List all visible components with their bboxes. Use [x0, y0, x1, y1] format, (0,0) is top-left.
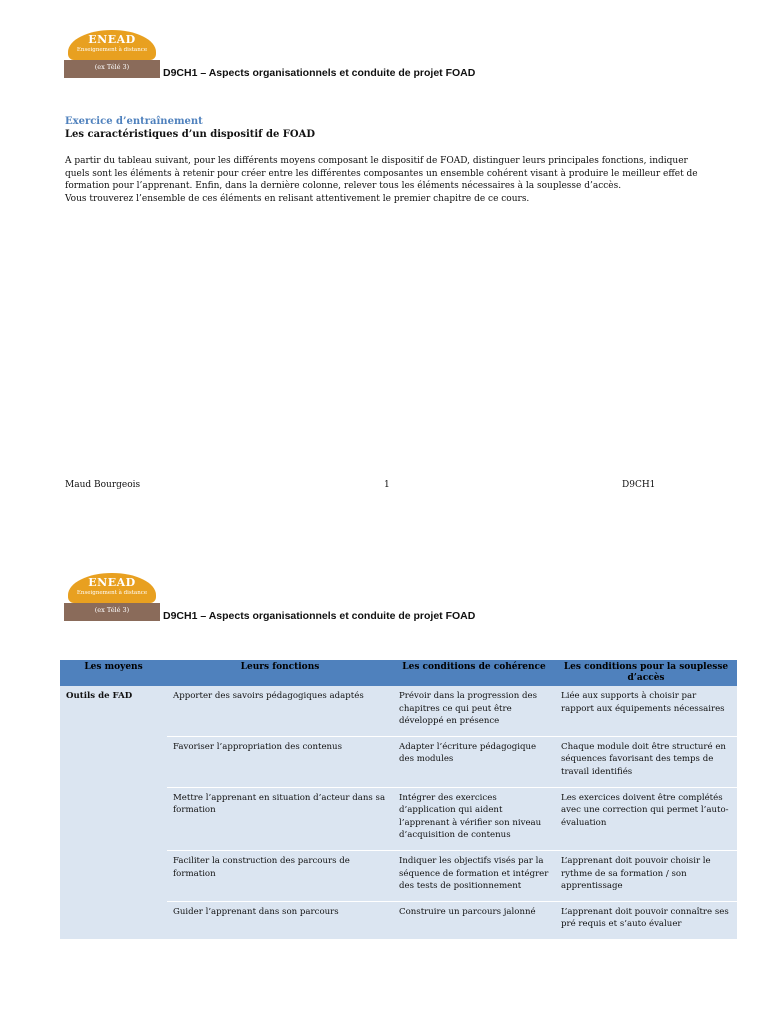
table-header-row: [60, 660, 737, 686]
instructions-note: Vous trouverez l’ensemble de ces éléments en relisant attentivement le premier chapitre de ce cours.: [65, 193, 530, 204]
cell-souplesse: Les exercices doivent être complétés avec une correction qui permet l’auto-évaluation: [555, 787, 737, 850]
footer-code: D9CH1: [622, 480, 656, 490]
header-fonctions: Leurs fonctions: [167, 660, 393, 686]
page2-header-title: D9CH1 – Aspects organisationnels et conduite de projet FOAD: [163, 610, 476, 622]
cell-souplesse: L’apprenant doit pouvoir choisir le rythme de sa formation / son apprentissage: [555, 850, 737, 901]
cell-coherence: Indiquer les objectifs visés par la séquence de formation et intégrer des tests de positionnement: [393, 850, 555, 901]
page-header-title: D9CH1 – Aspects organisationnels et conduite de projet FOAD: [163, 67, 476, 79]
logo-brand: ENEAD: [88, 33, 136, 46]
table-row: [60, 686, 737, 736]
footer-page-number: 1: [384, 480, 390, 490]
instructions-paragraph: A partir du tableau suivant, pour les différents moyens composant le dispositif de FOAD, distinguer leurs principales fonctions, indiquer quels sont les éléments à retenir pour créer entre les différentes composantes un ensemble cohérent visant à produire le meilleur effet de formation pour l’apprenant. Enfin, dans la dernière colonne, relever tous les éléments nécessaires à la souplesse d’accès.: [65, 156, 698, 192]
cell-moyen-outils: Outils de FAD: [60, 686, 167, 939]
logo-tagline: Enseignement à distance: [76, 590, 148, 596]
logo-sub: (ex Télé 3): [94, 606, 130, 614]
cell-fonction: Guider l’apprenant dans son parcours: [167, 901, 393, 939]
cell-fonction: Faciliter la construction des parcours de formation: [167, 850, 393, 901]
logo-brand: ENEAD: [88, 576, 136, 589]
header-coherence: Les conditions de cohérence: [393, 660, 555, 686]
cell-souplesse: Chaque module doit être structuré en séquences favorisant des temps de travail identifiés: [555, 736, 737, 787]
cell-coherence: Construire un parcours jalonné: [393, 901, 555, 939]
cell-fonction: Apporter des savoirs pédagogiques adaptés: [167, 686, 393, 736]
exercise-title: Exercice d’entraînement: [65, 116, 203, 127]
cell-coherence: Prévoir dans la progression des chapitres ce qui peut être développé en présence: [393, 686, 555, 736]
header-souplesse: Les conditions pour la souplesse d’accès: [555, 660, 737, 686]
cell-coherence: Intégrer des exercices d’application qui aident l’apprenant à vérifier son niveau d’acquisition de contenus: [393, 787, 555, 850]
logo-tagline: Enseignement à distance: [76, 47, 148, 53]
footer-author: Maud Bourgeois: [65, 480, 141, 490]
enead-logo: [64, 30, 160, 82]
foad-characteristics-table: [60, 660, 737, 939]
cell-souplesse: Liée aux supports à choisir par rapport aux équipements nécessaires: [555, 686, 737, 736]
exercise-subtitle: Les caractéristiques d’un dispositif de FOAD: [65, 129, 316, 140]
header-moyens: Les moyens: [60, 660, 167, 686]
cell-fonction: Mettre l’apprenant en situation d’acteur dans sa formation: [167, 787, 393, 850]
exercise-instructions: [65, 155, 715, 205]
logo-sub: (ex Télé 3): [94, 63, 130, 71]
cell-souplesse: L’apprenant doit pouvoir connaître ses pré requis et s’auto évaluer: [555, 901, 737, 939]
cell-coherence: Adapter l’écriture pédagogique des modules: [393, 736, 555, 787]
cell-fonction: Favoriser l’appropriation des contenus: [167, 736, 393, 787]
enead-logo-page2: [64, 573, 160, 625]
